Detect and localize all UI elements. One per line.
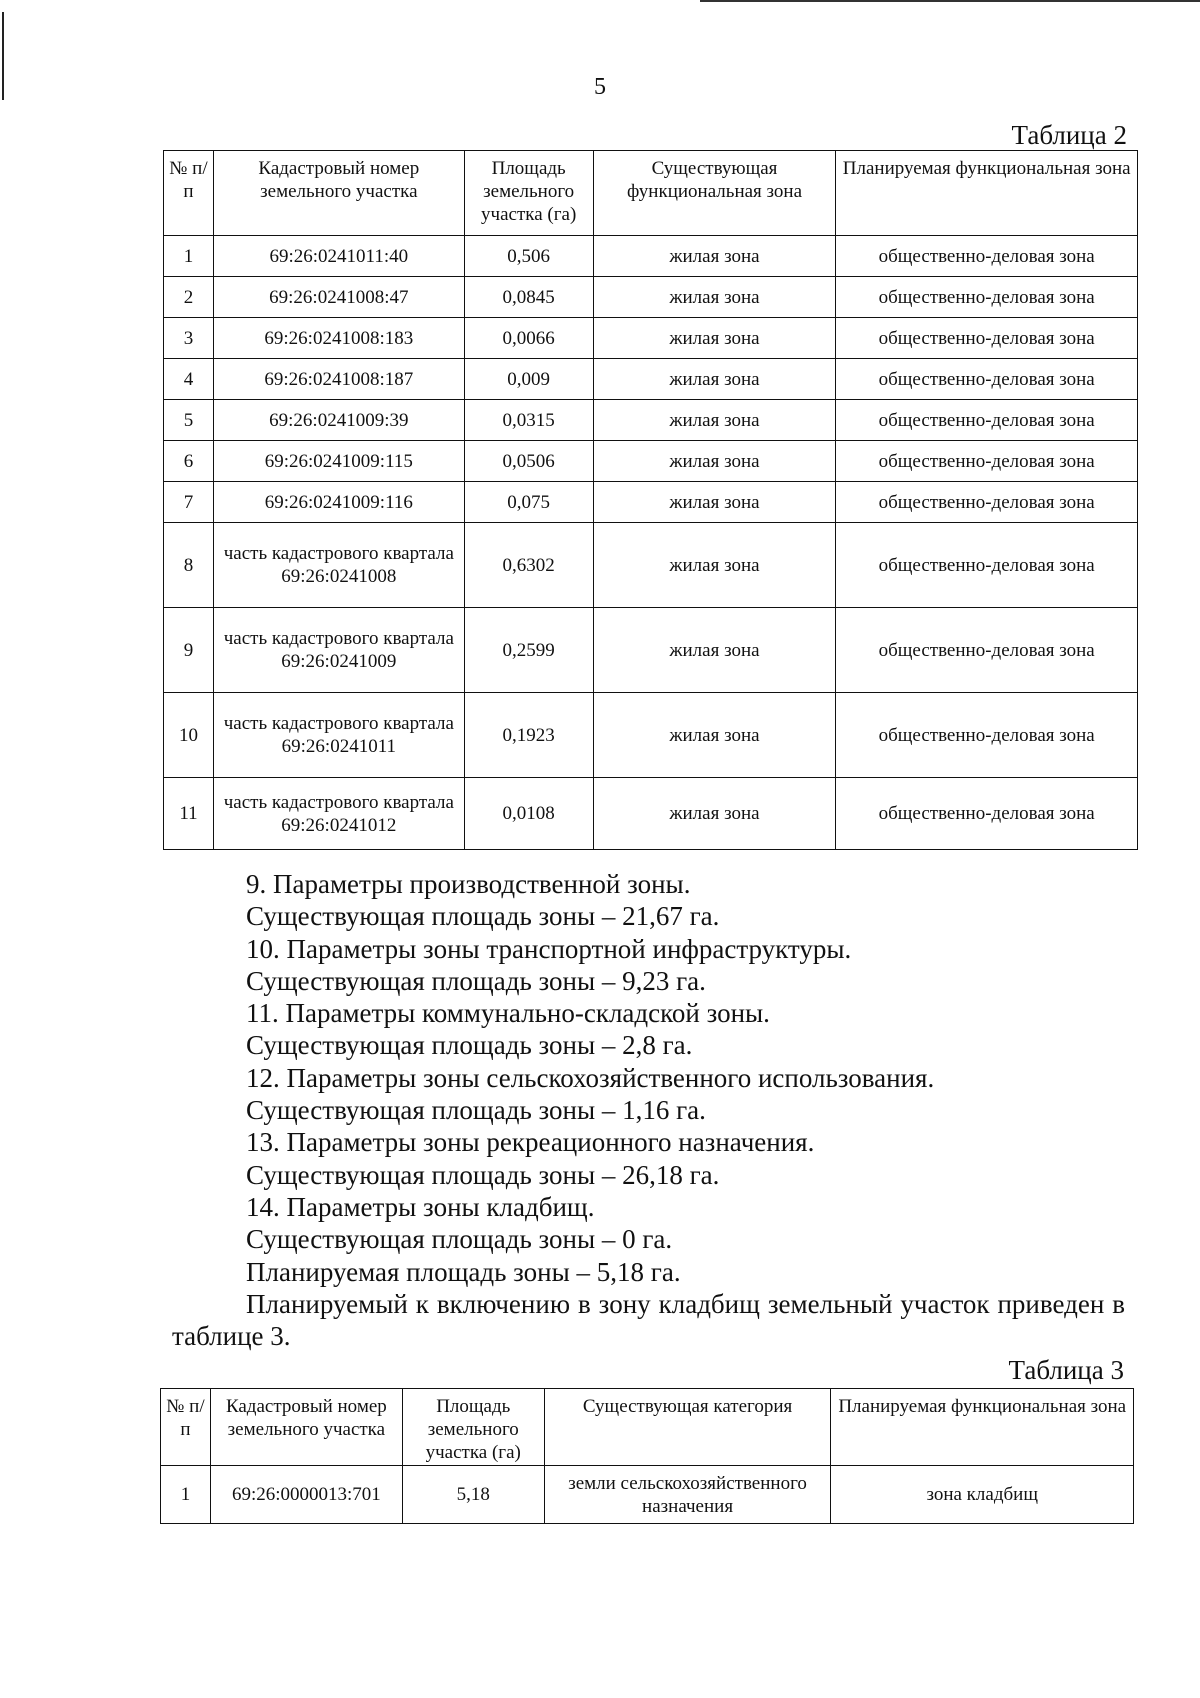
header-number: № п/п [161, 1389, 211, 1466]
table-row [164, 693, 1138, 778]
header-cadastral-number: Кадастровый номер земельного участка [210, 1389, 402, 1466]
cell-area: 0,0315 [464, 400, 593, 441]
paragraph: 13. Параметры зоны рекреационного назначения. [246, 1127, 815, 1158]
table-row [161, 1466, 1134, 1524]
paragraph: 10. Параметры зоны транспортной инфраструктуры. [246, 933, 852, 964]
table-row [164, 778, 1138, 850]
cell-number: 7 [164, 482, 214, 523]
cell-existing-zone: жилая зона [593, 608, 836, 693]
cell-existing-zone: жилая зона [593, 359, 836, 400]
cell-existing-zone: жилая зона [593, 318, 836, 359]
header-existing-zone: Существующая функциональная зона [593, 151, 836, 236]
cell-number: 3 [164, 318, 214, 359]
scan-edge-mark [700, 0, 1200, 2]
cell-cadastral-number: 69:26:0241008:47 [213, 277, 464, 318]
paragraph: Существующая площадь зоны – 21,67 га. [246, 901, 720, 932]
header-existing-category: Существующая категория [544, 1389, 831, 1466]
header-planned-zone: Планируемая функциональная зона [831, 1389, 1134, 1466]
cell-cadastral-number: 69:26:0241011:40 [213, 236, 464, 277]
cell-number: 8 [164, 523, 214, 608]
cell-cadastral-number: 69:26:0000013:701 [210, 1466, 402, 1524]
cell-area: 5,18 [402, 1466, 544, 1524]
cell-number: 11 [164, 778, 214, 850]
cell-number: 10 [164, 693, 214, 778]
cell-planned-zone: общественно-деловая зона [836, 277, 1138, 318]
paragraph: 11. Параметры коммунально-складской зоны. [246, 998, 770, 1029]
paragraph: Существующая площадь зоны – 0 га. [246, 1224, 673, 1255]
cell-area: 0,0066 [464, 318, 593, 359]
cell-number: 5 [164, 400, 214, 441]
cell-area: 0,0845 [464, 277, 593, 318]
cell-planned-zone: общественно-деловая зона [836, 693, 1138, 778]
header-cadastral-number: Кадастровый номер земельного участка [213, 151, 464, 236]
cell-planned-zone: общественно-деловая зона [836, 236, 1138, 277]
cell-area: 0,2599 [464, 608, 593, 693]
cell-planned-zone: общественно-деловая зона [836, 359, 1138, 400]
cell-area: 0,1923 [464, 693, 593, 778]
paragraph: Существующая площадь зоны – 9,23 га. [246, 965, 706, 996]
cell-planned-zone: общественно-деловая зона [836, 318, 1138, 359]
cell-cadastral-number: часть кадастрового квартала 69:26:0241009 [213, 608, 464, 693]
cell-existing-zone: жилая зона [593, 441, 836, 482]
cell-cadastral-number: 69:26:0241008:187 [213, 359, 464, 400]
cell-cadastral-number: часть кадастрового квартала 69:26:0241012 [213, 778, 464, 850]
table-row [164, 608, 1138, 693]
cell-planned-zone: общественно-деловая зона [836, 608, 1138, 693]
paragraph: Существующая площадь зоны – 26,18 га. [246, 1159, 720, 1190]
cell-existing-zone: жилая зона [593, 482, 836, 523]
table-row [164, 523, 1138, 608]
paragraph: Существующая площадь зоны – 1,16 га. [246, 1095, 706, 1126]
table-2-caption: Таблица 2 [1011, 120, 1127, 150]
header-number: № п/п [164, 151, 214, 236]
cell-existing-category: земли сельскохозяйственного назначения [544, 1466, 831, 1524]
cell-existing-zone: жилая зона [593, 778, 836, 850]
table-header-row [164, 151, 1138, 236]
table-row [164, 236, 1138, 277]
paragraph: Существующая площадь зоны – 2,8 га. [246, 1030, 693, 1061]
cell-cadastral-number: 69:26:0241008:183 [213, 318, 464, 359]
table-3 [160, 1388, 1134, 1524]
cell-area: 0,6302 [464, 523, 593, 608]
cell-area: 0,506 [464, 236, 593, 277]
cell-existing-zone: жилая зона [593, 236, 836, 277]
cell-cadastral-number: часть кадастрового квартала 69:26:0241011 [213, 693, 464, 778]
table-row [164, 482, 1138, 523]
cell-cadastral-number: 69:26:0241009:39 [213, 400, 464, 441]
header-area: Площадь земельного участка (га) [464, 151, 593, 236]
cell-existing-zone: жилая зона [593, 277, 836, 318]
cell-area: 0,0506 [464, 441, 593, 482]
cell-number: 9 [164, 608, 214, 693]
cell-number: 2 [164, 277, 214, 318]
paragraph: 14. Параметры зоны кладбищ. [246, 1191, 595, 1222]
table-2 [163, 150, 1138, 850]
cell-cadastral-number: часть кадастрового квартала 69:26:0241008 [213, 523, 464, 608]
table-row [164, 441, 1138, 482]
zone-parameters-text [172, 868, 1125, 1352]
paragraph: 12. Параметры зоны сельскохозяйственного использования. [246, 1062, 935, 1093]
paragraph: 9. Параметры производственной зоны. [246, 869, 691, 899]
paragraph: Планируемый к включению в зону кладбищ земельный участок приведен в таблице 3. [172, 1288, 1125, 1352]
cell-area: 0,075 [464, 482, 593, 523]
table-row [164, 400, 1138, 441]
header-planned-zone: Планируемая функциональная зона [836, 151, 1138, 236]
cell-number: 6 [164, 441, 214, 482]
page-number: 5 [594, 74, 606, 100]
cell-planned-zone: зона кладбищ [831, 1466, 1134, 1524]
cell-planned-zone: общественно-деловая зона [836, 482, 1138, 523]
cell-existing-zone: жилая зона [593, 523, 836, 608]
table-row [164, 277, 1138, 318]
cell-cadastral-number: 69:26:0241009:115 [213, 441, 464, 482]
cell-planned-zone: общественно-деловая зона [836, 778, 1138, 850]
cell-number: 1 [164, 236, 214, 277]
cell-planned-zone: общественно-деловая зона [836, 400, 1138, 441]
cell-planned-zone: общественно-деловая зона [836, 523, 1138, 608]
cell-number: 1 [161, 1466, 211, 1524]
paragraph: Планируемая площадь зоны – 5,18 га. [246, 1256, 681, 1287]
cell-planned-zone: общественно-деловая зона [836, 441, 1138, 482]
table-row [164, 359, 1138, 400]
cell-existing-zone: жилая зона [593, 400, 836, 441]
table-header-row [161, 1389, 1134, 1466]
cell-cadastral-number: 69:26:0241009:116 [213, 482, 464, 523]
cell-number: 4 [164, 359, 214, 400]
table-3-caption: Таблица 3 [1008, 1355, 1124, 1385]
header-area: Площадь земельного участка (га) [402, 1389, 544, 1466]
cell-existing-zone: жилая зона [593, 693, 836, 778]
cell-area: 0,0108 [464, 778, 593, 850]
cell-area: 0,009 [464, 359, 593, 400]
table-row [164, 318, 1138, 359]
